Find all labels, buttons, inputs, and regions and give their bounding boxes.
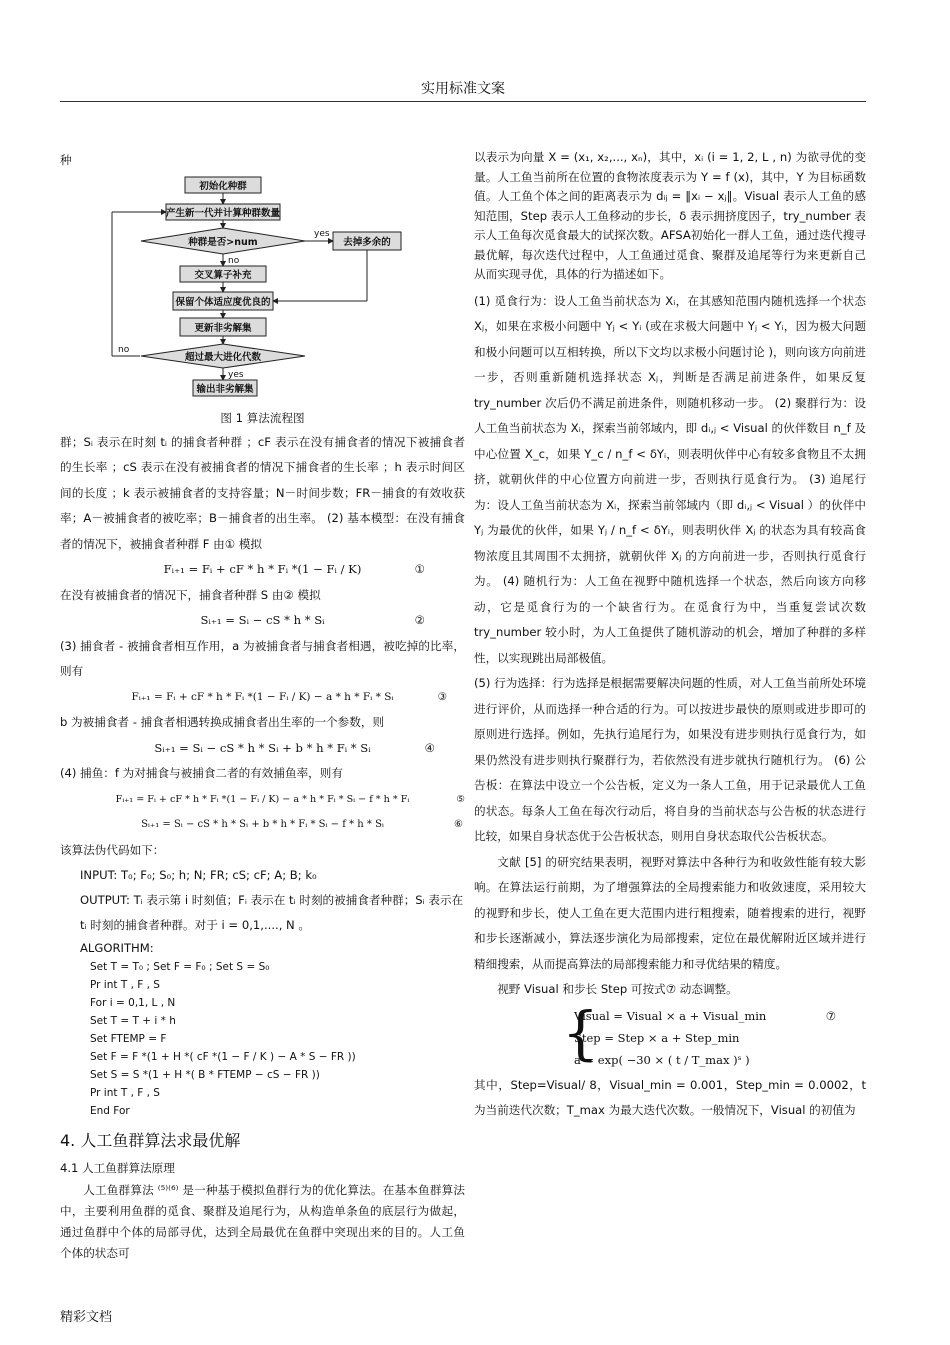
right-para-2: (1) 觅食行为：设人工鱼当前状态为 Xᵢ，在其感知范围内随机选择一个状态 Xⱼ，如果在求极小问题中 Yⱼ < Yᵢ (或在求极大问题中 Yⱼ < Yᵢ，因为极大问题和极小问题可以互相转换，所以下文均以求极小问题讨论 )，则向该方向前进一步，否则重新随机选择状态 Xⱼ，判断是否满足前进条件，如果反复 try_number 次后仍不满足前进条件，则随机移动一步。 (2) 聚群行为：设人工鱼当前状态为 Xᵢ，探索当前邻域内，即 dᵢ,ⱼ < Visual 的伙伴数目 n_f 及中心位置 X_c，如果 Y_c / n_f < δYᵢ，则表明伙伴中心有较多食物且不太拥挤，就朝伙伴的中心位置方向前进一步，否则执行觅食行为。 (3) 追尾行为：设人工鱼当前状态为 Xᵢ，探索当前邻域内（即 dᵢ,ⱼ < Visual ）的伙伴中 Yⱼ 为最优的伙伴，如果 Yⱼ / n_f < δYᵢ，则表明伙伴 Xⱼ 的状态为具有较高食物浓度且其周围不太拥挤，就朝伙伴 Xⱼ 的方向前进一步，否则执行觅食行为。 (4) 随机行为：人工鱼在视野中随机选择一个状态，然后向该方向移动，它是觅食行为的一个缺省行为。在觅食行为中，当重复尝试次数 try_number 较小时，为人工鱼提供了随机游动的机会，增加了种群的多样性，以实现跳出局部极值。 (474, 293, 866, 665)
equation-1 (60, 557, 465, 583)
flow-label-no-2: no (118, 344, 130, 355)
right-para-1: 以表示为向量 X = (x₁, x₂,..., xₙ)，其中，xᵢ (i = 1, 2, L , n) 为欲寻优的变量。人工鱼当前所在位置的食物浓度表示为 Y = f (x)，其中，Y 为目标函数值。人工鱼个体之间的距离表示为 dᵢⱼ = ‖xᵢ − xⱼ‖。Visual 表示人工鱼的感知范围，Step 表示人工鱼移动的步长，δ 表示拥挤度因子，try_number 表示人工鱼每次觅食最大的试探次数。AFSA初始化一群人工鱼，通过迭代搜寻最优解，每次迭代过程中，人工鱼通过觅食、聚群及追尾等行为来更新自己从而实现寻优，具体的行为描述如下。 (474, 150, 866, 281)
right-para-3: (5) 行为选择：行为选择是根据需要解决问题的性质，对人工鱼当前所处环境进行评价，从而选择一种合适的行为。可以按进步最快的原则或进步即可的原则进行选择。例如，先执行追尾行为，如果没有进步则执行觅食行为，如果仍然没有进步则执行聚群行为，若依然没有进步就执行随机行为。 (6) 公告板：在算法中设立一个公告板，定义为一条人工鱼，用于记录最优人工鱼的状态。每条人工鱼在每次行动后，将自身的当前状态与公告板的状态进行比较，如果自身状态优于公告板状态，则用自身状态取代公告板状态。 (474, 676, 866, 843)
section-4-heading: 4. 人工鱼群算法求最优解 (60, 1131, 241, 1150)
flow-node-crossover: 交叉算子补充 (194, 269, 252, 281)
flow-label-yes-1: yes (314, 228, 330, 239)
code-line: Pr int T , F , S (90, 1087, 160, 1099)
flow-node-init: 初始化种群 (199, 180, 247, 192)
flow-label-yes-2: yes (228, 369, 244, 380)
code-line: Set F = F *(1 + H *( cF *(1 − F / K ) − A * S − FR )) (90, 1051, 356, 1063)
code-line: Set T = T + i * h (90, 1015, 176, 1027)
flow-node-generate: 产生新一代并计算种群数量 (165, 207, 281, 219)
figure-caption: 图 1 算法流程图 (220, 410, 305, 425)
left-para-4: b 为被捕食者 - 捕食者相遇转换成捕食者出生率的一个参数，则 (60, 715, 385, 729)
right-column (474, 148, 866, 1124)
equation-5-body: Fᵢ₊₁ = Fᵢ + cF * h * Fᵢ *(1 − Fᵢ / K) − a * h * Fᵢ * Sᵢ − f * h * Fᵢ (115, 793, 410, 805)
left-para-2: 在没有被捕食者的情况下，捕食者种群 S 由② 模拟 (60, 587, 321, 602)
equation-5 (60, 787, 465, 813)
right-para-5: 视野 Visual 和步长 Step 可按式⑦ 动态调整。 (497, 982, 738, 996)
flowchart-figure (60, 174, 465, 406)
left-para-7: 人工鱼群算法 ⁽⁵⁾⁽⁶⁾ 是一种基于模拟鱼群行为的优化算法。在基本鱼群算法中，主要利用鱼群的觅食、聚群及追尾行为，从构造单条鱼的底层行为做起，通过鱼群中个体的局部寻优，达到全局最优在鱼群中突现出来的目的。人工鱼个体的状态可 (60, 1183, 465, 1260)
equation-7-line-visual: Visual = Visual × a + Visual_min (574, 1008, 767, 1023)
page-header: 实用标准文案 (421, 81, 505, 97)
equation-4-body: Sᵢ₊₁ = Sᵢ − cS * h * Sᵢ + b * h * Fᵢ * Sᵢ (154, 740, 371, 755)
equation-7-line-step: Step = Step × a + Step_min (574, 1030, 740, 1045)
equation-6 (60, 812, 465, 838)
left-para-1: 群；Sᵢ 表示在时刻 tᵢ 的捕食者种群 ；cF 表示在没有捕食者的情况下被捕食者的生长率 ；cS 表示在没有被捕食者的情况下捕食者的生长率 ；h 表示时间区间的长度 ；k 表示被捕食者的支持容量；N－时间步数；FR－捕食的有效收获率；A－被捕食者的被吃率；B－捕食者的出生率。 (2) 基本模型：在没有捕食者的情况下，被捕食者种群 F 由① 模拟 (60, 434, 465, 551)
equation-4-number: ④ (424, 740, 435, 755)
section-4-1-heading: 4.1 人工鱼群算法原理 (60, 1161, 175, 1175)
code-line: Pr int T , F , S (90, 979, 160, 991)
left-para-3: (3) 捕食者 - 被捕食者相互作用，a 为被捕食者与捕食者相遇，被吃掉的比率，则有 (60, 638, 465, 678)
page-footer: 精彩文档 (60, 1310, 113, 1325)
left-top-fragment: 种 (60, 153, 72, 167)
left-column (60, 148, 465, 1264)
equation-7-line-a: a = exp( −30 × ( t / T_max )ˢ ) (574, 1052, 750, 1067)
pseudocode-input: INPUT: T₀; F₀; S₀; h; N; FR; cS; cF; A; B; k₀ (80, 868, 317, 882)
code-line: For i = 0,1, L , N (90, 997, 176, 1009)
equation-4 (60, 736, 465, 762)
flow-node-check-size: 种群是否>num (188, 236, 258, 248)
code-line: Set T = T₀ ; Set F = F₀ ; Set S = S₀ (90, 961, 270, 973)
flow-node-keep-fit: 保留个体适应度优良的 (175, 296, 271, 308)
equation-2-number: ② (414, 613, 425, 627)
code-line: End For (90, 1105, 130, 1117)
equation-2 (60, 608, 465, 634)
equation-6-body: Sᵢ₊₁ = Sᵢ − cS * h * Sᵢ + b * h * Fᵢ * Sᵢ − f * h * Sᵢ (141, 819, 384, 830)
equation-3 (60, 685, 465, 711)
equation-3-body: Fᵢ₊₁ = Fᵢ + cF * h * Fᵢ *(1 − Fᵢ / K) − a * h * Fᵢ * Sᵢ (131, 690, 394, 703)
flow-node-max-gen: 超过最大进化代数 (184, 351, 262, 363)
code-line: Set FTEMP = F (90, 1033, 167, 1045)
code-line: Set S = S *(1 + H *( B * FTEMP − cS − FR )) (90, 1069, 320, 1081)
pseudocode-algorithm-label: ALGORITHM: (80, 941, 154, 955)
equation-3-number: ③ (437, 690, 447, 703)
equation-2-body: Sᵢ₊₁ = Sᵢ − cS * h * Sᵢ (200, 613, 325, 627)
equation-7-lines (574, 1005, 766, 1071)
flow-label-no-1: no (228, 255, 240, 266)
right-para-4: 文献 [5] 的研究结果表明，视野对算法中各种行为和收敛性能有较大影响。在算法运行前期，为了增强算法的全局搜索能力和收敛速度，采用较大的视野和步长，使人工鱼在更大范围内进行粗搜索，随着搜索的进行，视野和步长逐渐减小，算法逐步演化为局部搜索，定位在最优解附近区域并进行精细搜索，从而提高算法的局部搜索能力和寻优结果的精度。 (474, 854, 866, 971)
flowchart-svg (60, 174, 465, 406)
flow-node-update-pareto: 更新非劣解集 (194, 322, 252, 334)
equation-6-number: ⑥ (454, 819, 463, 830)
equation-1-number: ① (414, 562, 425, 576)
flow-node-output: 输出非劣解集 (196, 383, 254, 395)
right-para-6: 其中，Step=Visual/ 8，Visual_min = 0.001，Step_min = 0.0002，t 为当前迭代次数；T_max 为最大迭代次数。一般情况下，Visual 的初值为 (474, 1077, 866, 1117)
pseudocode-block (60, 958, 465, 1120)
left-para-5: (4) 捕鱼：f 为对捕食与被捕食二者的有效捕鱼率，则有 (60, 766, 343, 780)
equation-1-body: Fᵢ₊₁ = Fᵢ + cF * h * Fᵢ *(1 − Fᵢ / K) (163, 562, 362, 576)
equation-7-brace: { (562, 998, 599, 1067)
flow-node-remove-extra: 去掉多余的 (343, 236, 391, 248)
equation-7-number: ⑦ (825, 1008, 836, 1023)
left-para-6: 该算法伪代码如下： (60, 842, 165, 857)
equation-5-number: ⑤ (456, 793, 465, 805)
equation-7 (474, 998, 866, 1071)
pseudocode-output: OUTPUT: Tᵢ 表示第 i 时刻值；Fᵢ 表示在 tᵢ 时刻的被捕食者种群；Sᵢ 表示在 tᵢ 时刻的捕食者种群。对于 i = 0,1,...., N 。 (80, 893, 464, 932)
header-rule (60, 101, 866, 102)
